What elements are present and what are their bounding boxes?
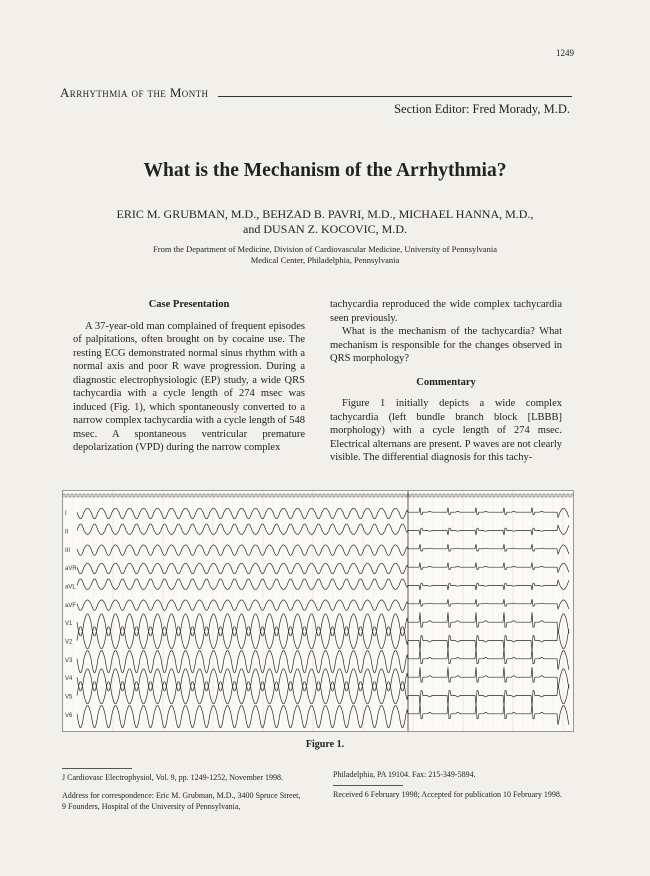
article-title: What is the Mechanism of the Arrhythmia?	[143, 160, 507, 181]
correspondence-footnote: Address for correspondence: Eric M. Grubman, M.D., 3400 Spruce Street, 9 Founders, Hospital of the University of Pennsylvania,	[62, 791, 301, 811]
affiliation-line-2: Medical Center, Philadelphia, Pennsylvania	[250, 255, 400, 265]
figure-caption: Figure 1.	[305, 739, 345, 750]
ecg-lead-label: aVR	[65, 566, 77, 573]
right-column	[330, 298, 562, 465]
ecg-lead-label: V1	[65, 621, 73, 628]
affiliation-line-1: From the Department of Medicine, Division of Cardiovascular Medicine, University of Pennsylvania	[153, 244, 497, 254]
author-list	[60, 207, 590, 237]
running-head	[60, 85, 572, 101]
affiliation	[70, 244, 580, 266]
ecg-lead-label: III	[65, 547, 71, 554]
section-editor: Section Editor: Fred Morady, M.D.	[394, 102, 570, 116]
question-text: What is the mechanism of the tachycardia? What mechanism is responsible for the changes observed in QRS morphology?	[330, 326, 562, 364]
ecg-lead-label: V6	[65, 712, 73, 719]
ecg-lead-label: aVF	[65, 602, 77, 609]
case-presentation-text: A 37-year-old man complained of frequent episodes of palpitations, often brought on by cocaine use. The resting ECG demonstrated normal sinus rhythm with a normal axis and poor R wave progression. During a diagnostic electrophysiologic (EP) study, a wide QRS tachycardia with a cycle length of 274 msec was induced (Fig. 1), which spontaneously converted to a narrow complex tachycardia with a cycle length of 548 msec. A spontaneous ventricular premature depolarization (VPD) during the narrow complex	[73, 320, 305, 453]
author-line-2: and DUSAN Z. KOCOVIC, M.D.	[243, 222, 407, 236]
author-line-1: ERIC M. GRUBMAN, M.D., BEHZAD B. PAVRI, M.D., MICHAEL HANNA, M.D.,	[116, 207, 534, 221]
ecg-lead-label: I	[65, 511, 67, 518]
received-footnote: Received 6 February 1998; Accepted for publication 10 February 1998.	[333, 790, 562, 799]
footnote-rule-right	[333, 785, 403, 786]
ecg-lead-label: V5	[65, 694, 73, 701]
citation-footnote: J Cardiovasc Electrophysiol, Vol. 9, pp. 1249-1252, November 1998.	[62, 773, 284, 782]
ecg-figure	[62, 490, 574, 732]
commentary-text: Figure 1 initially depicts a wide complex tachycardia (left bundle branch block [LBBB] morphology) with a cycle length of 274 msec. Electrical alternans are present. P waves are not clearly visible. The differential diagnosis for this tachy-	[330, 398, 562, 463]
address-continuation: Philadelphia, PA 19104. Fax: 215-349-5894.	[333, 770, 476, 779]
commentary-heading: Commentary	[416, 376, 476, 388]
ecg-lead-label: II	[65, 529, 69, 536]
case-presentation-heading: Case Presentation	[148, 299, 230, 310]
ecg-lead-label: V3	[65, 657, 73, 664]
footnote-rule-left	[62, 768, 132, 769]
timing-strip	[63, 494, 573, 497]
ecg-lead-label: aVL	[65, 584, 76, 591]
header-rule	[218, 96, 572, 97]
left-column	[73, 298, 305, 455]
page-number: 1249	[556, 48, 574, 58]
case-continuation-text: tachycardia reproduced the wide complex tachycardia seen previously.	[330, 299, 562, 324]
series-title: Arrhythmia of the Month	[60, 85, 209, 100]
ecg-lead-label: V4	[65, 676, 73, 683]
ecg-tracing	[63, 491, 573, 731]
ecg-lead-label: V2	[65, 639, 73, 646]
